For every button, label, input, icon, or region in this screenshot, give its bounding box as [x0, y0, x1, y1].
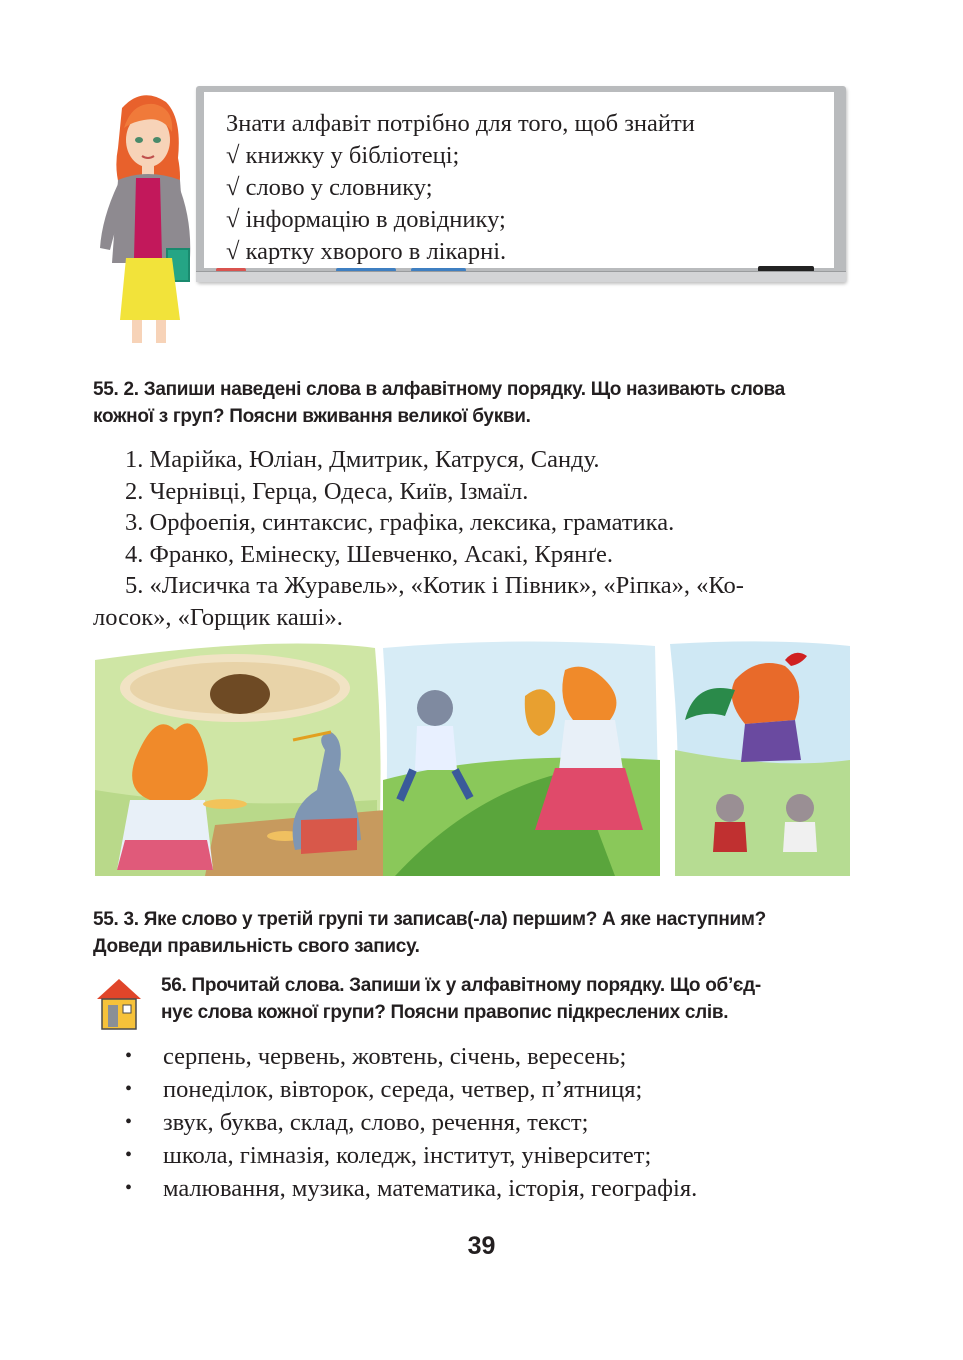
task-56-heading	[161, 972, 761, 1026]
house-homework-icon	[95, 975, 143, 1031]
fairy-tale-illustration	[95, 640, 850, 876]
bullet-icon: •	[125, 1144, 133, 1166]
list-item-text: школа, гімназія, коледж, інститут, університет;	[163, 1142, 652, 1169]
teacher-illustration	[92, 88, 204, 343]
whiteboard-text	[226, 108, 695, 268]
task-55-2-heading	[93, 376, 785, 430]
whiteboard	[196, 86, 846, 282]
whiteboard-surface	[204, 92, 834, 268]
whiteboard-line: √ картку хворого в лікарні.	[226, 238, 507, 265]
whiteboard-line: Знати алфавіт потрібно для того, щоб знайти	[226, 110, 695, 137]
task-55-2-list	[93, 444, 873, 633]
task-heading-line: нує слова кожної групи? Поясни правопис підкреслених слів.	[161, 1002, 729, 1023]
whiteboard-ledge	[196, 271, 846, 282]
task-heading-line: 55. 2. Запиши наведені слова в алфавітному порядку. Що називають слова	[93, 379, 785, 400]
task-55-3-heading	[93, 906, 766, 960]
list-item	[125, 1139, 845, 1172]
list-item	[125, 1040, 845, 1073]
bullet-icon: •	[125, 1111, 133, 1133]
task-heading-line: кожної з груп? Поясни вживання великої букви.	[93, 406, 531, 427]
list-item-text: звук, буква, склад, слово, речення, текст;	[163, 1109, 589, 1136]
task-heading-line: 55. 3. Яке слово у третій групі ти записав(-ла) першим? А яке наступним?	[93, 909, 766, 930]
list-item: 3. Орфоепія, синтаксис, графіка, лексика, граматика.	[125, 509, 675, 536]
task-56-list	[125, 1040, 845, 1205]
page-number: 39	[467, 1232, 496, 1260]
bullet-icon: •	[125, 1045, 133, 1067]
bullet-icon: •	[125, 1177, 133, 1199]
whiteboard-line: √ книжку у бібліотеці;	[226, 142, 460, 169]
list-item	[125, 1172, 845, 1205]
list-item	[125, 1106, 845, 1139]
bullet-icon: •	[125, 1078, 133, 1100]
list-item: 5. «Лисичка та Журавель», «Котик і Півник», «Ріпка», «Ко-	[125, 572, 744, 599]
list-item: лосок», «Горщик каші».	[93, 603, 343, 631]
list-item: 4. Франко, Емінеску, Шевченко, Асакі, Крянґе.	[125, 540, 613, 568]
list-item-text: малювання, музика, математика, історія, географія.	[163, 1175, 698, 1202]
whiteboard-line: √ слово у словнику;	[226, 174, 433, 201]
list-item: 1. Марійка, Юліан, Дмитрик, Катруся, Санду.	[125, 446, 600, 473]
list-item-text: серпень, червень, жовтень, січень, вересень;	[163, 1043, 627, 1070]
task-heading-line: Доведи правильність свого запису.	[93, 936, 420, 957]
list-item: 2. Чернівці, Герца, Одеса, Київ, Ізмаїл.	[125, 477, 529, 505]
task-heading-line: 56. Прочитай слова. Запиши їх у алфавітному порядку. Що об’єд-	[161, 975, 761, 996]
list-item	[125, 1073, 845, 1106]
whiteboard-line: √ інформацію в довіднику;	[226, 206, 506, 233]
list-item-text: понеділок, вівторок, середа, четвер, п’ятниця;	[163, 1076, 643, 1103]
